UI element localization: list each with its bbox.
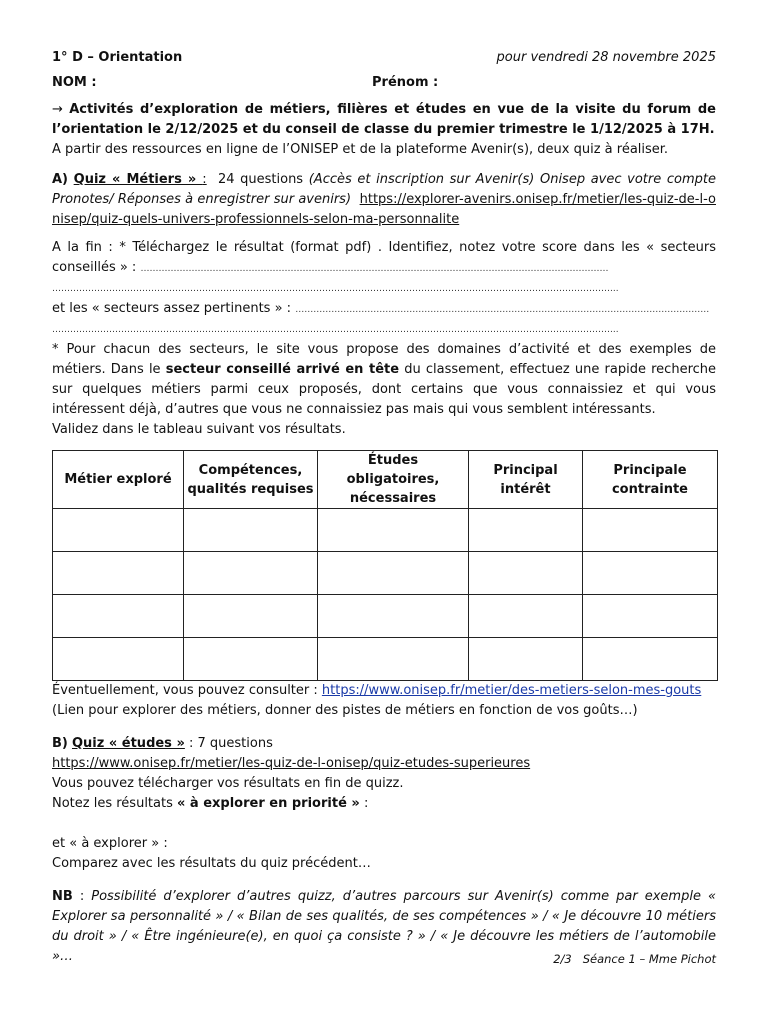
quiz-metiers-title: Quiz « Métiers » <box>73 172 203 187</box>
intro-paragraph <box>52 100 716 140</box>
header-contrainte: Principale contrainte <box>583 451 718 509</box>
section-b-heading <box>52 734 716 754</box>
priority-text-a: Notez les résultats <box>52 796 177 811</box>
table-cell[interactable] <box>583 509 718 552</box>
session-label: Séance 1 – Mme Pichot <box>582 952 716 966</box>
header-row <box>52 50 716 65</box>
table-cell[interactable] <box>469 595 583 638</box>
fin-text: A la fin : * Téléchargez le résultat (format pdf) . Identifiez, notez votre score dans les « secteurs conseillés » : <box>52 240 716 275</box>
secteur-text-a: * Pour chacun des secteurs, le site vous propose des domaines d’activité et des exemples de métiers. Dans le <box>52 342 716 377</box>
quiz-metiers-colon: : <box>202 172 207 187</box>
table-cell[interactable] <box>583 638 718 681</box>
section-a-label: A) <box>52 172 69 187</box>
table-cell[interactable] <box>184 638 318 681</box>
table-header-row <box>53 451 718 509</box>
due-date: pour vendredi 28 novembre 2025 <box>496 50 716 65</box>
header-competences: Compétences, qualités requises <box>184 451 318 509</box>
consult-text: Éventuellement, vous pouvez consulter : <box>52 683 322 698</box>
table-cell[interactable] <box>184 509 318 552</box>
document-page <box>52 50 716 967</box>
header-metier: Métier exploré <box>53 451 184 509</box>
header-interet: Principal intérêt <box>469 451 583 509</box>
table-cell[interactable] <box>318 509 469 552</box>
results-table <box>52 450 718 681</box>
quiz-etudes-title: Quiz « études » <box>72 736 185 751</box>
section-a-heading <box>52 170 716 230</box>
table-cell[interactable] <box>53 638 184 681</box>
quiz-etudes-count: : 7 questions <box>189 736 273 751</box>
page-footer <box>553 952 716 966</box>
fin-instructions <box>52 238 716 279</box>
secteur-text-bold: secteur conseillé arrivé en tête <box>165 362 400 377</box>
table-cell[interactable] <box>583 595 718 638</box>
intro-bold-text: Activités d’exploration de métiers, filières et études en vue de la visite du forum de l’orientation le 2/12/2025 et du conseil de classe du premier trimestre le 1/12/2025 à 17H. <box>52 102 716 137</box>
table-cell[interactable] <box>583 552 718 595</box>
nb-text: Possibilité d’explorer d’autres quizz, d’autres parcours sur Avenir(s) comme par exemple « Explorer sa personnalité » / « Bilan de ses qualités, de ses compétences » / « Je découvre 10 métiers du droit » / « Être ingénieure(e), en quoi ça consiste ? » / « Je découvre les métiers de l’automobile »… <box>52 889 716 964</box>
consult-note: (Lien pour explorer des métiers, donner des pistes de métiers en fonction de vos goûts…) <box>52 703 638 718</box>
table-cell[interactable] <box>53 595 184 638</box>
table-row <box>53 509 718 552</box>
secteurs-pertinents-line <box>52 299 716 320</box>
table-cell[interactable] <box>318 552 469 595</box>
table-row <box>53 638 718 681</box>
section-b-label: B) <box>52 736 68 751</box>
table-cell[interactable] <box>318 595 469 638</box>
dots-line-2: ……………………………………………………………………………………………………………………………………………………………………... <box>52 284 619 294</box>
table-cell[interactable] <box>184 595 318 638</box>
nb-separator: : <box>72 889 92 904</box>
intro-line2: A partir des ressources en ligne de l’ONISEP et de la plateforme Avenir(s), deux quiz à réaliser. <box>52 142 669 157</box>
table-cell[interactable] <box>469 509 583 552</box>
compare-line: Comparez avec les résultats du quiz précédent… <box>52 856 371 871</box>
header-etudes: Études obligatoires, nécessaires <box>318 451 469 509</box>
document-title: 1° D – Orientation <box>52 50 183 65</box>
validate-line: Validez dans le tableau suivant vos résultats. <box>52 422 346 437</box>
table-cell[interactable] <box>184 552 318 595</box>
prenom-label: Prénom : <box>372 75 439 90</box>
quiz-metiers-note: (Accès et inscription sur Avenir(s) Onisep avec votre compte Pronotes/ Réponses à enregistrer sur avenirs) <box>52 172 716 207</box>
priority-line <box>52 794 716 814</box>
secteur-paragraph <box>52 340 716 420</box>
identity-row <box>52 75 716 90</box>
arrow-glyph: → <box>52 102 63 117</box>
quiz-metiers-link[interactable]: https://explorer-avenirs.onisep.fr/metier/les-quiz-de-l-onisep/quiz-quels-univers-professionnels-selon-ma-personnalite <box>52 192 716 227</box>
dots-line-3: ………………………………………………………………………………………………………………………… <box>295 305 710 315</box>
secteurs-pertinents-text: et les « secteurs assez pertinents » : <box>52 301 292 316</box>
priority-text-b: : <box>359 796 369 811</box>
consult-line <box>52 681 716 701</box>
priority-text-bold: « à explorer en priorité » <box>177 796 360 811</box>
quiz-etudes-link[interactable]: https://www.onisep.fr/metier/les-quiz-de-l-onisep/quiz-etudes-superieures <box>52 756 531 771</box>
nb-label: NB <box>52 889 73 904</box>
secteur-text-b: du classement, effectuez une rapide recherche sur quelques métiers parmi ceux proposés, dont certains que vous connaissiez et qui vous intéressent déjà, d’autres que vous ne connaissiez pas mais qui vous semblent intéressants. <box>52 362 717 417</box>
nom-label: NOM : <box>52 75 97 90</box>
table-cell[interactable] <box>469 638 583 681</box>
download-line: Vous pouvez télécharger vos résultats en fin de quizz. <box>52 776 404 791</box>
dots-line-1: ………………………………………………………………………………………………………………………………………… <box>140 264 609 274</box>
table-cell[interactable] <box>53 509 184 552</box>
consult-link[interactable]: https://www.onisep.fr/metier/des-metiers-selon-mes-gouts <box>321 683 702 698</box>
table-cell[interactable] <box>53 552 184 595</box>
table-row <box>53 595 718 638</box>
dots-line-4: ……………………………………………………………………………………………………………………………………………………………………... <box>52 325 619 335</box>
table-cell[interactable] <box>318 638 469 681</box>
table-row <box>53 552 718 595</box>
page-number: 2/3 <box>553 952 572 966</box>
quiz-metiers-count: 24 questions <box>217 172 304 187</box>
explorer-line: et « à explorer » : <box>52 836 168 851</box>
table-cell[interactable] <box>469 552 583 595</box>
